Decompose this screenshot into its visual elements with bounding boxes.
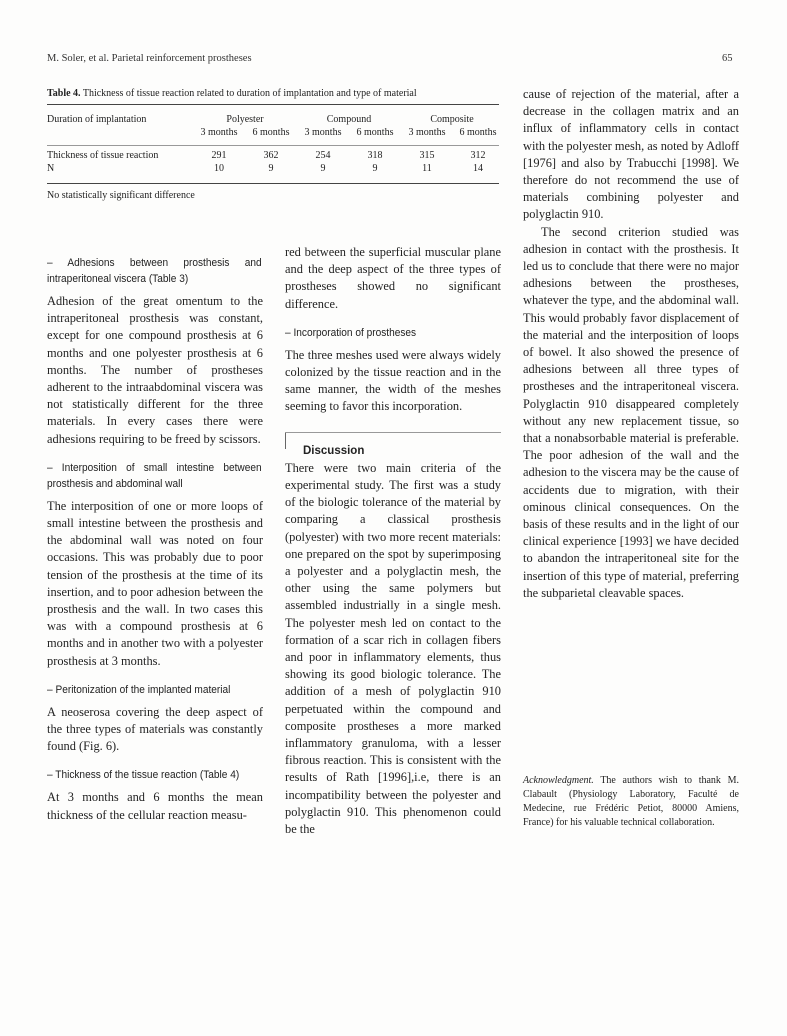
subheader: 6 months — [356, 127, 394, 138]
subheader: 3 months — [304, 127, 342, 138]
table-caption — [47, 88, 499, 99]
table-4 — [47, 88, 499, 99]
subheader: 3 months — [408, 127, 446, 138]
table-cell: 315 — [419, 150, 435, 161]
table-cell: 11 — [422, 163, 432, 174]
table-bottom-rule — [47, 183, 499, 184]
table-body — [47, 113, 503, 175]
acknowledgment-label: Acknowledgment. — [523, 775, 594, 786]
table-caption-text: Thickness of tissue reaction related to duration of implantation and type of material — [82, 88, 417, 99]
table-row — [47, 149, 503, 162]
paragraph: red between the superficial muscular plane and the deep aspect of the three types of prostheses showed no significant difference. — [285, 245, 501, 311]
table-cell: 9 — [268, 163, 274, 174]
table-cell: 318 — [367, 150, 383, 161]
discussion-heading: Discussion — [303, 444, 365, 457]
paragraph: Adhesion of the great omentum to the intraperitoneal prosthesis was constant, except for one compound prosthesis at 6 months and one polyester prosthesis at 6 months. The number of prostheses adherent to the intraabdominal viscera was not statistically different for the three materials. In every cases there were adhesions requiring to be freed by scissors. — [47, 294, 263, 446]
section-heading-adhesions: – Adhesions between prosthesis and intraperitoneal viscera (Table 3) — [47, 257, 262, 285]
section-heading-interposition: – Interposition of small intestine between prosthesis and abdominal wall — [47, 461, 262, 490]
column-2 — [285, 244, 501, 838]
acknowledgment-text: The authors wish to thank M. Clabault (Physiology Laboratory, Faculté de Medecine, rue Frédéric Petiot, 80000 Amiens, France) for his valuable technical collaboration. — [523, 775, 740, 828]
subheader: 6 months — [459, 127, 497, 138]
running-title: M. Soler, et al. Parietal reinforcement prostheses — [47, 53, 252, 64]
paragraph: The three meshes used were always widely colonized by the tissue reaction and in the same manner, the width of the meshes seeming to favor this incorporation. — [285, 347, 501, 414]
row-label: N — [47, 163, 55, 174]
table-label: Table 4. — [47, 88, 81, 99]
table-cell: 10 — [214, 163, 224, 174]
table-top-rule — [47, 104, 499, 105]
table-cell: 9 — [372, 163, 378, 174]
section-heading-thickness: – Thickness of the tissue reaction (Table 4) — [47, 769, 240, 782]
paragraph: cause of rejection of the material, after a decrease in the collagen matrix and an influx of inflammatory cells in contact with the polyester mesh, as noted by Adloff [1976] and also by Trabucchi [1998]. We therefore do not recommend the use of materials combining polyester and polyglactin 910. — [523, 87, 739, 222]
table-cell: 14 — [473, 163, 483, 174]
row-label: Thickness of tissue reaction — [47, 150, 159, 161]
table-cell: 312 — [470, 150, 486, 161]
table-cell: 362 — [263, 150, 279, 161]
table-cell: 9 — [320, 163, 326, 174]
section-heading-peritonization: – Peritonization of the implanted material — [47, 683, 231, 696]
acknowledgment — [523, 774, 739, 830]
table-row-header: Duration of implantation — [47, 114, 147, 125]
table-row — [47, 162, 503, 175]
section-heading-incorporation: – Incorporation of prostheses — [285, 326, 417, 339]
group-composite: Composite — [430, 114, 474, 125]
table-cell: 254 — [315, 150, 331, 161]
column-1 — [47, 255, 263, 824]
subheader: 6 months — [252, 127, 290, 138]
group-compound: Compound — [326, 114, 372, 125]
discussion-section — [285, 432, 501, 839]
page-number: 65 — [722, 53, 733, 64]
table-header-rule — [47, 145, 499, 146]
section-marker — [285, 433, 286, 449]
paragraph: At 3 months and 6 months the mean thickness of the cellular reaction measu- — [47, 790, 263, 822]
paragraph: There were two main criteria of the experimental study. The first was a study of the biologic tolerance of the material by comparing a classical prosthesis (polyester) with two more recent materials: one prepared on the spot by superimposing a polyester and a polyglactin mesh, the other using the same polymers but assembled industrially in a single mesh. The polyester mesh led on contact to the formation of a scar rich in collagen fibers and poor in inflammatory elements, thus showing its good biologic tolerance. The addition of a mesh of polyglactin 910 perpetuated within the compound and composite prostheses a more marked inflammatory granuloma, with a lesser fibrous reaction. This is consistent with the results of Rath [1996],i.e, there is an incompatibility between the polyester and polyglactin 910. This phenomenon could be the — [285, 460, 501, 837]
paragraph: The second criterion studied was adhesion in contact with the prosthesis. It led us to conclude that there were no major adhesions between the prostheses, whatever the type, and the abdominal wall. This would probably favor displacement of the material and the interposition of loops of bowel. It also showed the presence of adhesions between all three types of prostheses and the intraperitoneal viscera. Polyglactin 910 disappeared completely without any new replacement tissue, so that a nonabsorbable material is preferable. The poor adhesion of the wall and the adhesion to the viscera may be the cause of accidents due to migration, with their ominous clinical consequences. On the basis of these results and in the light of our clinical experience [1993] we have decided to abandon the intraperitoneal site for the insertion of this type of material, preferring the subparietal cleavable spaces. — [523, 224, 739, 600]
paragraph: A neoserosa covering the deep aspect of the three types of materials was constantly found (Fig. 6). — [47, 704, 263, 754]
column-3 — [523, 86, 739, 602]
paragraph: The interposition of one or more loops of small intestine between the prosthesis and the abdominal wall was noted on four occasions. This was probably due to poor tension of the prosthesis at the time of its insertion, and to poor adhesion between the prosthesis and the wall. In two cases this was with a compound prosthesis at 6 months and in another two with a polyester prosthesis at 3 months. — [47, 498, 263, 668]
table-footnote: No statistically significant difference — [47, 190, 195, 201]
subheader: 3 months — [200, 127, 238, 138]
group-polyester: Polyester — [226, 114, 264, 125]
table-cell: 291 — [211, 150, 227, 161]
